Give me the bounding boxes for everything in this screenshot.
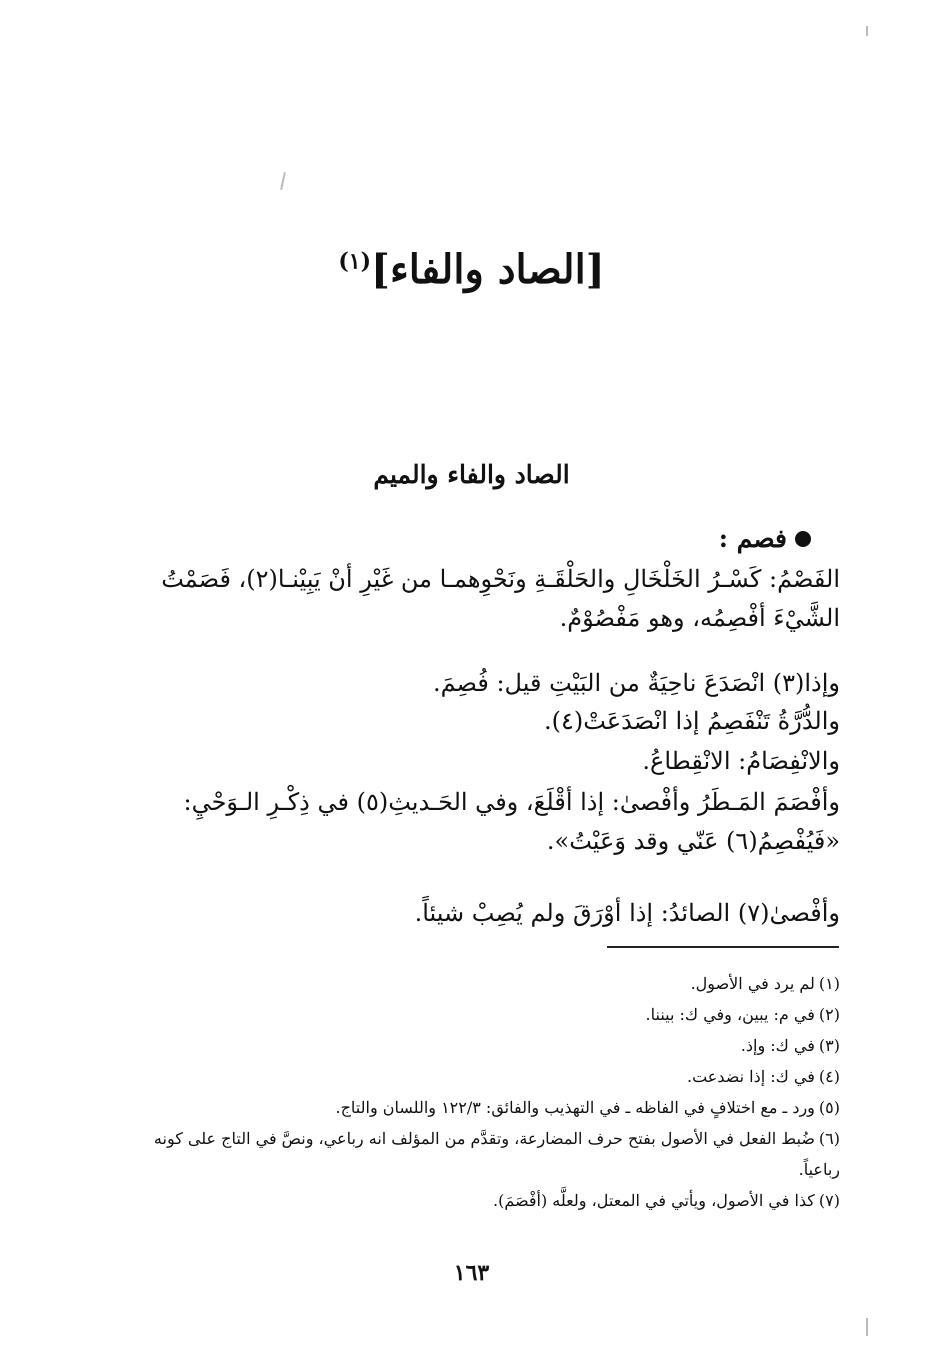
- scan-speck: [280, 172, 286, 190]
- bullet-icon: [795, 531, 811, 547]
- footnote-number: (٢): [818, 1005, 840, 1024]
- footnote-number: (٦): [818, 1129, 840, 1148]
- entry-paragraph-2: وإذا(٣) انْصَدَعَ ناحِيَةٌ من البَيْتِ قيل: فُصِمَ.: [432, 669, 840, 697]
- section-title: الصاد والفاء والميم: [373, 460, 570, 489]
- entry-paragraph-5: وأفْصَمَ المَـطَرُ وأفْصىٰ: إذا أقْلَعَ، وفي الحَـديثِ(٥) في ذِكْـرِ الـوَحْيِ: «فَيُفْصِمُ(٦) عَنّي وقد وَعَيْتُ».: [183, 788, 840, 855]
- scan-speck: [866, 1318, 868, 1336]
- footnote-text: كذا في الأصول، ويأتي في المعتل، ولعلَّه (أفْصَمَ).: [493, 1191, 815, 1210]
- footnote-divider: [607, 946, 839, 948]
- footnote-1: [150, 968, 840, 999]
- footnote-7: [150, 1185, 840, 1216]
- footnote-text: ورد ـ مع اختلافٍ في الفاظه ـ في التهذيب والفائق: ١٢٢/٣ واللسان والتاج.: [335, 1098, 815, 1117]
- chapter-title: [0, 240, 943, 300]
- footnotes-section: [150, 968, 840, 1216]
- footnote-text: في ك: إذا نضدعت.: [687, 1067, 815, 1086]
- footnote-number: (٤): [818, 1067, 840, 1086]
- footnote-number: (١): [818, 974, 840, 993]
- footnote-text: في ك: وإذ.: [740, 1036, 815, 1055]
- chapter-title-text: [الصاد والفاء]: [371, 246, 605, 293]
- footnote-5: [150, 1092, 840, 1123]
- entry-headword: [719, 522, 811, 556]
- footnote-6: [150, 1123, 840, 1185]
- footnote-4: [150, 1061, 840, 1092]
- footnote-number: (٣): [818, 1036, 840, 1055]
- footnote-text: في م: يبين، وفي ك: بيننا.: [645, 1005, 815, 1024]
- footnote-text: لم يرد في الأصول.: [690, 974, 815, 993]
- footnote-2: [150, 999, 840, 1030]
- entry-paragraph-4: والانْفِصَامُ: الانْقِطاعُ.: [642, 747, 840, 775]
- headword-text: فصم :: [718, 524, 787, 553]
- footnote-number: (٥): [818, 1098, 840, 1117]
- footnote-text: ضُبط الفعل في الأصول بفتح حرف المضارعة، وتقدَّم من المؤلف انه رباعي، ونصَّ في التاج على كونه رباعياً.: [153, 1129, 840, 1179]
- footnote-3: [150, 1030, 840, 1061]
- scan-speck: [866, 26, 868, 36]
- page-number: ١٦٣: [453, 1260, 490, 1286]
- footnote-number: (٧): [818, 1191, 840, 1210]
- entry-paragraph-6: وأفْصىٰ(٧) الصائدُ: إذا أوْرَقَ ولم يُصِبْ شيئاً.: [414, 899, 840, 927]
- chapter-footnote-marker: (١): [338, 248, 372, 275]
- entry-paragraph-1: الفَصْمُ: كَسْـرُ الخَلْخَالِ والحَلْقَـةِ ونَحْوِهمـا من غَيْرِ أنْ يَبِيْنـا(٢)، فَصَمْتُ الشَّيْءَ أفْصِمُه، وهو مَفْصُوْمٌ.: [161, 565, 840, 632]
- entry-paragraph-3: والدُّرَّةُ تَنْفَصِمُ إذا انْصَدَعَتْ(٤).: [544, 707, 840, 735]
